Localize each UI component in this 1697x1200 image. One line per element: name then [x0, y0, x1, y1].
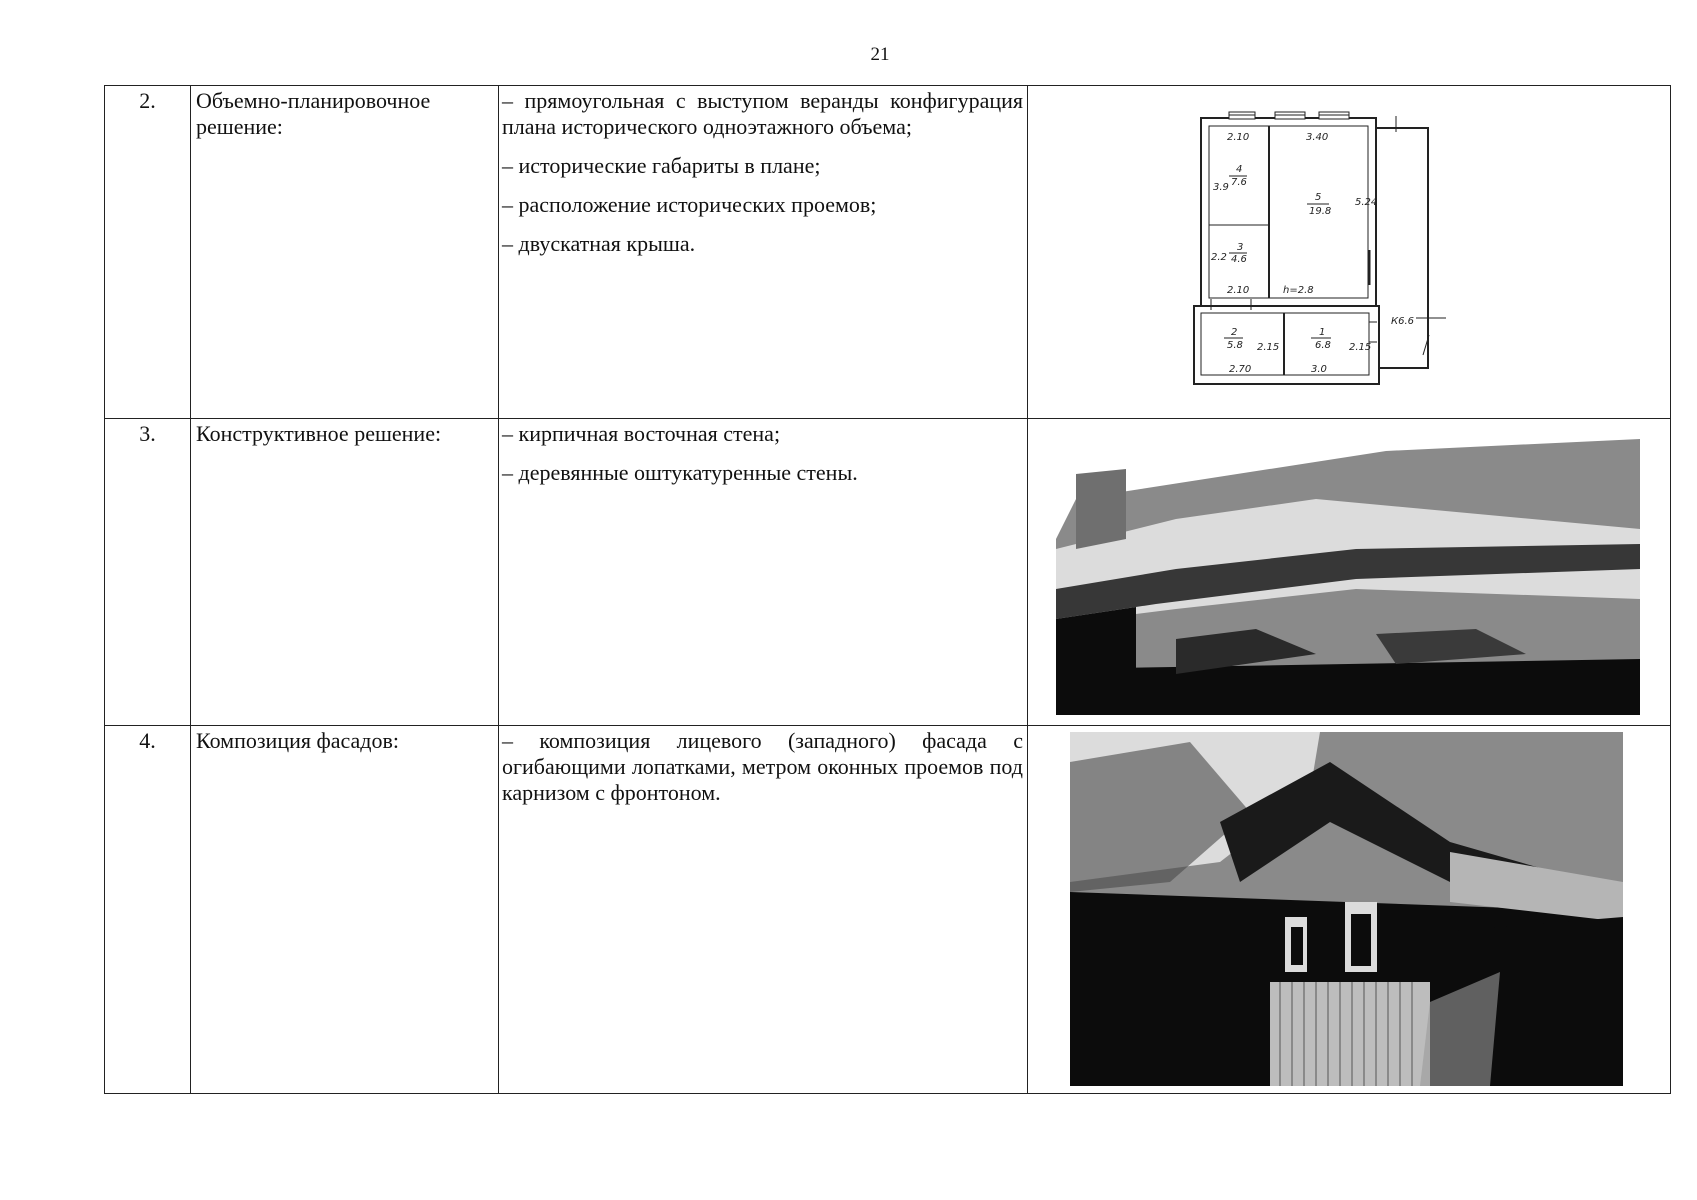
facade-photo — [1070, 732, 1623, 1086]
feature-name: Композиция фасадов: — [191, 726, 499, 1094]
dimension-label: 2.70 — [1229, 364, 1252, 375]
description-item: – прямоугольная с выступом веранды конфигурация плана исторического одноэтажного объема; — [502, 88, 1023, 139]
table-row — [105, 419, 1671, 726]
table-row — [105, 726, 1671, 1094]
feature-description — [499, 726, 1028, 1094]
ceiling-height: h=2.8 — [1283, 285, 1314, 296]
page-number: 21 — [870, 44, 890, 65]
facade-photo-cell — [1028, 726, 1671, 1094]
dimension-label: 2.10 — [1227, 132, 1250, 143]
room-number: 2 — [1231, 327, 1238, 338]
dimension-label: 2.10 — [1227, 285, 1250, 296]
feature-name: Конструктивное решение: — [191, 419, 499, 726]
feature-name: Объемно-планировочное решение: — [191, 86, 499, 419]
room-number: 1 — [1319, 327, 1326, 338]
description-item: – двускатная крыша. — [502, 231, 696, 256]
dimension-label: 5.24 — [1355, 197, 1378, 208]
feature-description — [499, 86, 1028, 419]
dimension-label: 2.2 — [1211, 252, 1227, 263]
room-number: 3 — [1237, 242, 1244, 253]
wall-photo — [1056, 439, 1640, 715]
room-area: 19.8 — [1309, 206, 1332, 217]
dimension-label: 3.0 — [1311, 364, 1327, 375]
description-item: – композиция лицевого (западного) фасада с огибающими лопатками, метром оконных проемов под карнизом с фронтоном. — [502, 728, 1023, 805]
wall-photo-cell — [1028, 419, 1671, 726]
description-item: – кирпичная восточная стена; — [502, 421, 781, 446]
room-area: 7.6 — [1231, 177, 1247, 188]
veranda-label: К6.6 — [1391, 316, 1415, 327]
description-item: – расположение исторических проемов; — [502, 192, 877, 217]
room-area: 5.8 — [1227, 340, 1243, 351]
description-item: – деревянные оштукатуренные стены. — [502, 460, 858, 485]
row-number: 3. — [105, 419, 191, 726]
dimension-label: 2.15 — [1257, 342, 1280, 353]
floor-plan-drawing — [1191, 110, 1461, 400]
row-number: 4. — [105, 726, 191, 1094]
room-number: 4 — [1236, 164, 1243, 175]
row-number: 2. — [105, 86, 191, 419]
room-area: 6.8 — [1315, 340, 1331, 351]
monument-features-table — [104, 85, 1671, 1094]
floor-plan-cell — [1028, 86, 1671, 419]
description-item: – исторические габариты в плане; — [502, 153, 821, 178]
room-number: 5 — [1315, 192, 1322, 203]
dimension-label: 2.15 — [1349, 342, 1372, 353]
room-area: 4.6 — [1231, 254, 1247, 265]
feature-description — [499, 419, 1028, 726]
dimension-label: 3.9 — [1213, 182, 1229, 193]
dimension-label: 3.40 — [1306, 132, 1329, 143]
table-row — [105, 86, 1671, 419]
